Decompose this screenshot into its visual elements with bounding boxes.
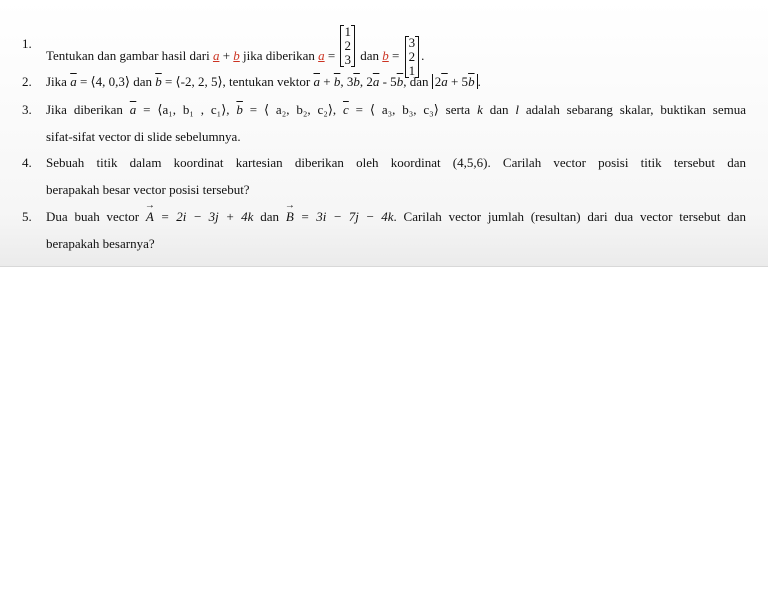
item-number: 2.: [22, 74, 32, 89]
vector-a: a: [212, 47, 220, 63]
vector-b: b: [233, 47, 240, 63]
vector-B: → B: [286, 209, 294, 225]
item-line: Sebuah titik dalam koordinat kartesian diberikan oleh koordinat (4,5,6). Carilah vector posisi titik tersebut dan: [46, 155, 746, 170]
item-line-2: berapakah besarnya?: [46, 236, 155, 251]
item-number: 3.: [22, 102, 32, 117]
item-line-2: sifat-sifat vector di slide sebelumnya.: [46, 129, 241, 144]
item-line: Dua buah vector → A = 2i − 3j + 4k dan → B = 3i − 7j − 4k. Carilah vector jumlah (resultan) dari dua vector tersebut dan: [46, 209, 746, 225]
matrix-a: 1 2 3: [340, 25, 355, 67]
item-number: 5.: [22, 209, 32, 224]
vector-A: → A: [146, 209, 154, 225]
magnitude-expression: $2\overline{a} + 5\overline{b}$: [432, 74, 478, 89]
item-number: 1.: [22, 36, 32, 51]
item-line: Tentukan dan gambar hasil dari a + b jika diberikan a = 1 2 3 dan b = 3 2 1 .: [46, 24, 425, 78]
item-line: Jika diberikan $\overline{a}$ = ⟨a₁, b₁ , c₁⟩, $\overline{b}$ = ⟨ a₂, b₂, c₂⟩, $\overline{c}$ = ⟨ a₃, b₃, c₃⟩ serta k dan l adalah sebarang skalar, buktikan semua: [46, 102, 746, 117]
item-line: Jika $\overline{a}$ = ⟨4, 0,3⟩ dan $\overline{b}$ = ⟨-2, 2, 5⟩, tentukan vektor $\overline{a} + \overline{b}$, $3\overline{b}$, $2\overline{a} - 5\overline{b}$, dan $2\overline{a} + 5\overline{b}$ .: [46, 74, 481, 89]
item-line-2: berapakah besar vector posisi tersebut?: [46, 182, 250, 197]
item-number: 4.: [22, 155, 32, 170]
matrix-b: 3 2 1: [405, 36, 420, 78]
document-page: [0, 0, 768, 267]
